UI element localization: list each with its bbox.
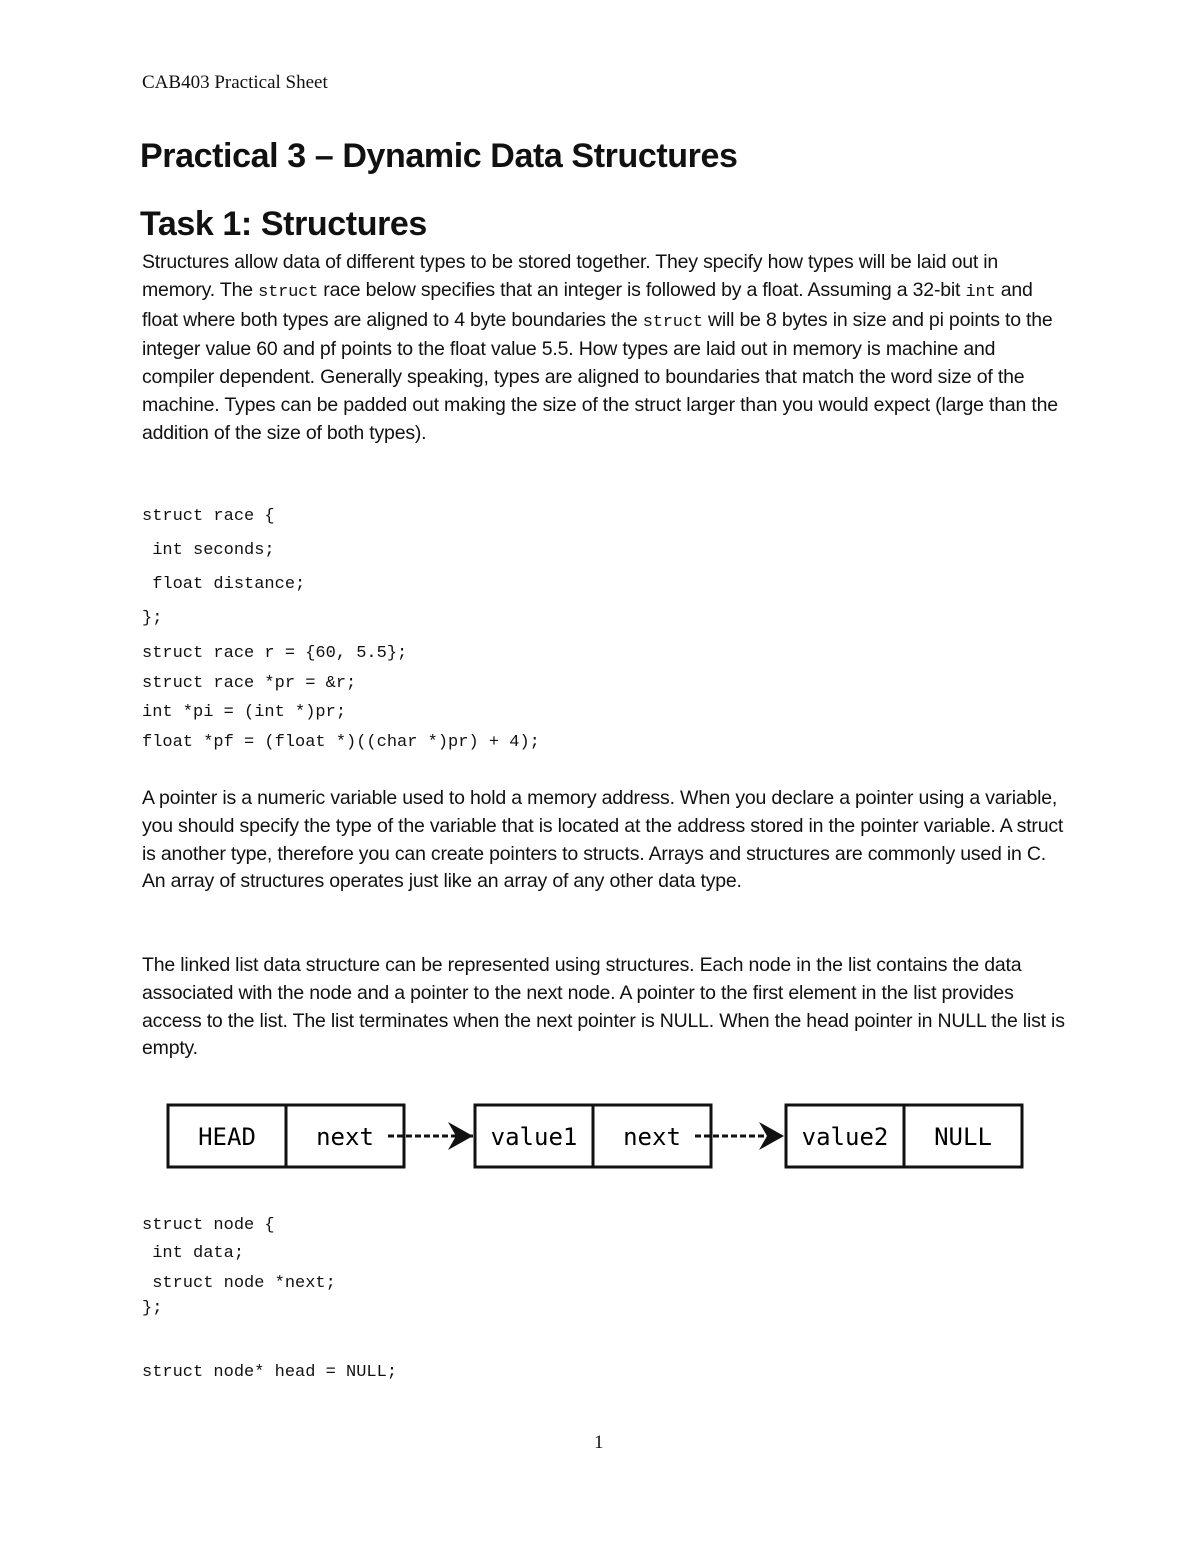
diagram-cell-label: next — [623, 1123, 681, 1151]
task-heading: Task 1: Structures — [140, 205, 427, 243]
code-line: float distance; — [142, 575, 306, 594]
running-header: CAB403 Practical Sheet — [142, 72, 328, 93]
inline-code-int: int — [965, 282, 996, 302]
code-line: float *pf = (float *)((char *)pr) + 4); — [142, 733, 540, 752]
linked-list-paragraph: The linked list data structure can be represented using structures. Each node in the list contains the data associated with the node and a pointer to the next node. A pointer to the first element in the list provides access to the list. The list terminates when the next pointer is NULL. When the head pointer in NULL the list is empty. — [142, 954, 1065, 1060]
code-line-head: struct node* head = NULL; — [142, 1363, 398, 1382]
page-title: Practical 3 – Dynamic Data Structures — [140, 137, 738, 175]
list-node — [475, 1105, 711, 1167]
intro-text-1: Structures allow data of different types to be stored together. They specify how types will be laid out in memory. The — [142, 251, 999, 301]
intro-paragraph — [142, 249, 1072, 448]
code-line: struct node *next; — [142, 1274, 336, 1293]
diagram-cell-label: HEAD — [198, 1123, 256, 1151]
code-line: struct node { — [142, 1216, 275, 1235]
diagram-cell-label: NULL — [934, 1123, 992, 1151]
head-node — [168, 1105, 404, 1167]
code-line: int *pi = (int *)pr; — [142, 703, 347, 722]
code-line: struct race { — [142, 507, 275, 526]
list-node — [786, 1105, 1022, 1167]
code-line: struct race r = {60, 5.5}; — [142, 644, 408, 663]
diagram-cell-label: next — [316, 1123, 374, 1151]
code-line: int data; — [142, 1244, 245, 1263]
diagram-cell-label: value1 — [490, 1123, 578, 1151]
code-line: }; — [142, 609, 163, 628]
intro-text-4: will be 8 bytes in size and pi points to the integer value 60 and pf points to the float value 5.5. How types are laid out in memory is machine and compiler dependent. Generally speaking, types are aligned to boundaries that match the word size of the machine. Types can be padded out making the size of the struct larger than you would expect (large than the addition of the size of both types). — [142, 308, 1058, 444]
inline-code-struct: struct — [258, 282, 319, 302]
page-number: 1 — [594, 1432, 604, 1453]
code-line: }; — [142, 1299, 163, 1318]
linked-list-diagram — [160, 1098, 1030, 1174]
code-line: struct race *pr = &r; — [142, 674, 357, 693]
code-line: int seconds; — [142, 541, 275, 560]
diagram-cell-label: value2 — [801, 1123, 889, 1151]
intro-text-2: race below specifies that an integer is followed by a float. Assuming a 32-bit — [318, 278, 966, 301]
pointer-paragraph: A pointer is a numeric variable used to hold a memory address. When you declare a pointer using a variable, you should specify the type of the variable that is located at the address stored in the pointer variable. A struct is another type, therefore you can create pointers to structs. Arrays and structures are commonly used in C. An array of structures operates just like an array of any other data type. — [142, 787, 1064, 893]
inline-code-struct-2: struct — [642, 312, 703, 332]
intro-text-3: and float where both types are aligned to 4 byte boundaries the — [142, 278, 1033, 331]
